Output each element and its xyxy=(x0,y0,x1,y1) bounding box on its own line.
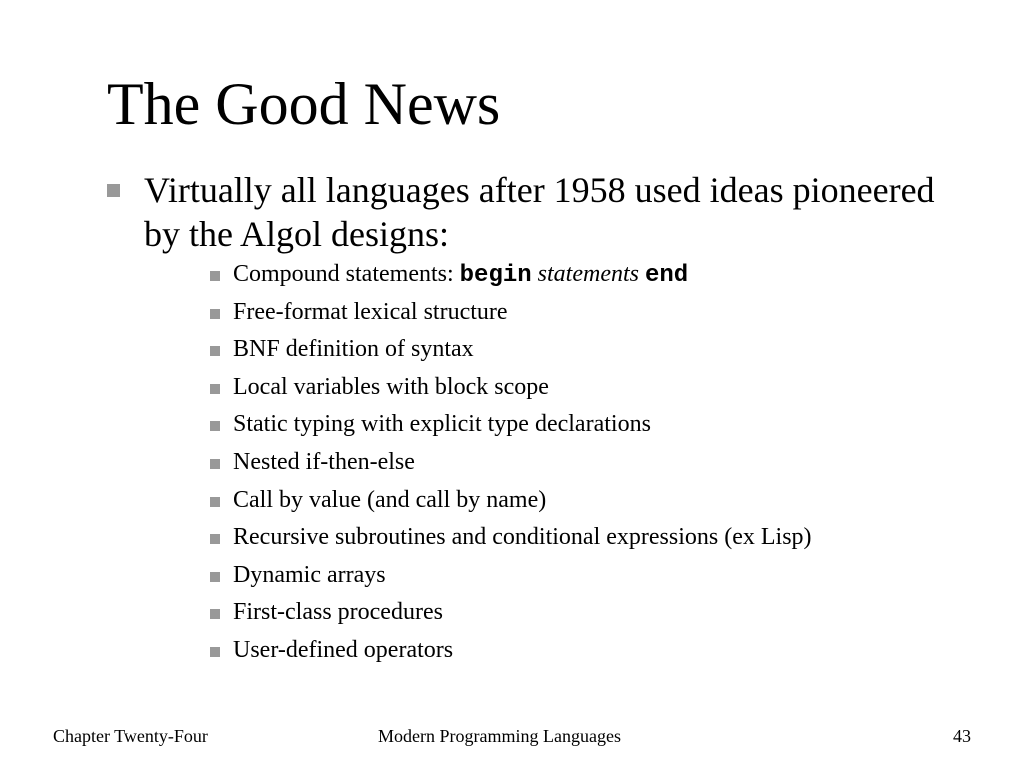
sub-bullet xyxy=(208,331,998,369)
sub-bullet xyxy=(208,632,998,670)
keyword-begin: begin xyxy=(459,262,532,289)
square-bullet-icon xyxy=(210,271,220,281)
square-bullet-icon xyxy=(210,609,220,619)
sub-bullet xyxy=(208,369,998,407)
sub-bullet xyxy=(208,594,998,632)
sub-bullet xyxy=(208,444,998,482)
keyword-end: end xyxy=(645,262,689,289)
statements-placeholder: statements xyxy=(537,261,639,287)
square-bullet-icon xyxy=(210,497,220,507)
sub-bullet xyxy=(208,406,998,444)
footer-chapter: Chapter Twenty-Four xyxy=(53,726,208,746)
sub-bullet-text: Recursive subroutines and conditional expressions (ex Lisp) xyxy=(233,524,812,551)
sub-bullet-text: First-class procedures xyxy=(233,599,443,626)
sub-bullet-text: Local variables with block scope xyxy=(233,373,549,400)
sub-bullet-text: Nested if-then-else xyxy=(233,448,415,475)
sub-bullet-text: BNF definition of syntax xyxy=(233,336,474,363)
sub-bullet-list xyxy=(208,256,998,670)
sub-bullet-text xyxy=(233,261,688,287)
sub-bullet xyxy=(208,294,998,332)
square-bullet-icon xyxy=(107,184,120,197)
square-bullet-icon xyxy=(210,572,220,582)
slide-title: The Good News xyxy=(107,71,501,137)
square-bullet-icon xyxy=(210,346,220,356)
sub-bullet xyxy=(208,557,998,595)
square-bullet-icon xyxy=(210,309,220,319)
square-bullet-icon xyxy=(210,384,220,394)
square-bullet-icon xyxy=(210,647,220,657)
sub-bullet-text: Dynamic arrays xyxy=(233,561,386,588)
sub-bullet-text: Static typing with explicit type declarations xyxy=(233,411,651,438)
square-bullet-icon xyxy=(210,534,220,544)
square-bullet-icon xyxy=(210,421,220,431)
footer-course-title: Modern Programming Languages xyxy=(378,726,621,746)
sub-bullet-compound-statements xyxy=(208,256,998,294)
sub-bullet-text: User-defined operators xyxy=(233,636,454,663)
square-bullet-icon xyxy=(210,459,220,469)
sub-bullet xyxy=(208,519,998,557)
footer-page-number: 43 xyxy=(953,726,971,746)
sub-bullet xyxy=(208,482,998,520)
sub-bullet-text: Free-format lexical structure xyxy=(233,298,508,325)
sub-bullet-text: Call by value (and call by name) xyxy=(233,486,547,513)
compound-prefix: Compound statements: xyxy=(233,261,460,287)
main-bullet-text: Virtually all languages after 1958 used ideas pioneered by the Algol designs: xyxy=(144,170,935,254)
main-bullet xyxy=(107,168,967,256)
